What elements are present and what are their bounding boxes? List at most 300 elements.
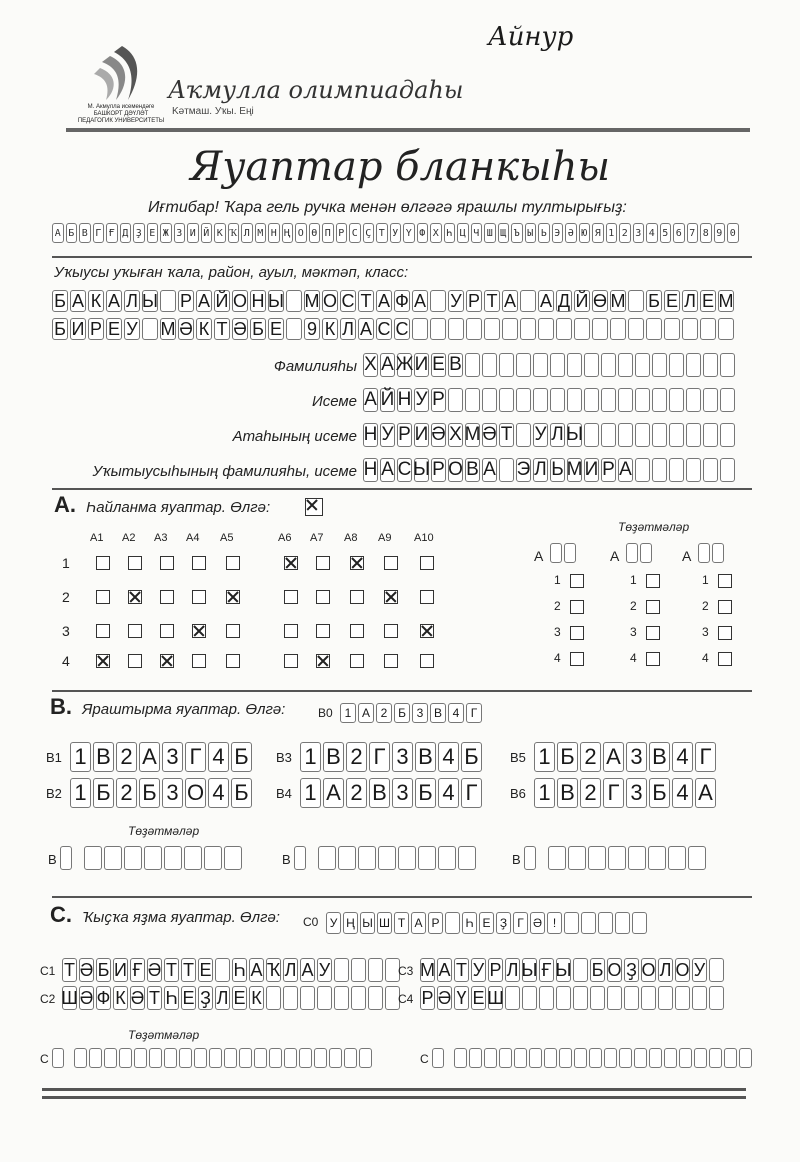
c-correction-cell[interactable] (724, 1048, 737, 1068)
c-correction-cell[interactable] (634, 1048, 647, 1068)
c-correction-cell[interactable] (344, 1048, 357, 1068)
c-correction-cell[interactable] (649, 1048, 662, 1068)
correction-checkbox[interactable] (570, 652, 584, 666)
c-correction-cell[interactable] (739, 1048, 752, 1068)
c-correction-cell[interactable] (224, 1048, 237, 1068)
c-correction-cell[interactable] (679, 1048, 692, 1068)
field-0-cell[interactable] (720, 353, 735, 377)
c-answer-field[interactable] (62, 958, 402, 982)
c-answer-cell[interactable]: Т (164, 958, 179, 982)
surname-field[interactable] (363, 353, 737, 377)
b-answer-cell[interactable]: В (415, 742, 436, 772)
answer-checkbox[interactable] (284, 590, 298, 604)
school-line-1-cell[interactable]: А (107, 290, 120, 311)
c-answer-cell[interactable]: Е (471, 986, 486, 1010)
answer-checkbox[interactable] (226, 654, 240, 668)
answer-checkbox[interactable] (316, 556, 330, 570)
c-answer-cell[interactable]: Ү (454, 986, 469, 1010)
school-line-1-cell[interactable]: Ы (268, 290, 284, 311)
b-answer-cell[interactable]: Б (415, 778, 436, 808)
c-answer-cell[interactable]: Ы (556, 958, 571, 982)
answer-checkbox[interactable] (384, 590, 398, 604)
school-line-1[interactable] (52, 290, 736, 312)
field-0-cell[interactable] (533, 353, 548, 377)
field-2-cell[interactable] (516, 423, 531, 447)
answer-checkbox[interactable] (192, 556, 206, 570)
answer-checkbox[interactable] (192, 654, 206, 668)
field-1-cell[interactable] (448, 388, 463, 412)
c-answer-cell[interactable] (334, 958, 349, 982)
c-correction-cell[interactable] (619, 1048, 632, 1068)
school-line-1-cell[interactable]: Т (358, 290, 374, 312)
field-1-cell[interactable]: Н (397, 389, 412, 410)
c-correction-cell[interactable] (119, 1048, 132, 1068)
c-correction-cell[interactable] (514, 1048, 527, 1068)
c-example-cell[interactable]: Е (479, 912, 494, 934)
patronymic-field[interactable] (363, 423, 737, 447)
field-3-cell[interactable]: Ь (551, 459, 564, 480)
b-answer-cell[interactable]: Г (603, 778, 624, 808)
b-answer-cell[interactable]: Б (231, 742, 252, 772)
c-answer-cell[interactable]: А (249, 958, 264, 982)
b-answer-cell[interactable]: 2 (346, 778, 367, 808)
correction-checkbox[interactable] (718, 600, 732, 614)
field-2-cell[interactable] (601, 423, 616, 447)
correction-number-cell[interactable] (712, 543, 724, 563)
school-line-1-cell[interactable]: А (197, 290, 210, 311)
school-line-2-cell[interactable]: Е (107, 318, 120, 339)
b-answer-cell[interactable]: 1 (300, 778, 321, 808)
c-answer-cell[interactable] (675, 986, 690, 1010)
b-answer-cell[interactable]: Г (185, 742, 206, 772)
school-line-2-cell[interactable] (556, 318, 572, 340)
c-correction-cell[interactable] (544, 1048, 557, 1068)
field-0-cell[interactable] (567, 353, 582, 377)
b-answer-cell[interactable]: 2 (580, 742, 601, 772)
field-2-cell[interactable]: Х (449, 424, 462, 445)
field-2-cell[interactable] (669, 423, 684, 447)
c-correction-cell[interactable] (269, 1048, 282, 1068)
field-0-cell[interactable] (499, 353, 514, 377)
field-3-cell[interactable]: С (397, 459, 412, 480)
b-answer-cell[interactable]: 3 (162, 742, 183, 772)
school-line-1-cell[interactable]: Б (52, 290, 68, 312)
b-answer-field[interactable] (70, 742, 254, 772)
c-correction-cell[interactable] (239, 1048, 252, 1068)
b-example-cell[interactable]: 1 (340, 703, 356, 723)
c-answer-cell[interactable]: О (675, 958, 690, 982)
field-0-cell[interactable]: И (414, 354, 429, 375)
field-3-cell[interactable]: А (381, 459, 394, 480)
answer-checkbox[interactable] (384, 624, 398, 638)
correction-checkbox[interactable] (570, 626, 584, 640)
school-line-2-cell[interactable]: К (196, 318, 212, 340)
field-0-cell[interactable] (635, 353, 650, 377)
b-answer-cell[interactable]: Б (461, 742, 482, 772)
school-line-2-cell[interactable]: Ә (233, 318, 247, 339)
c-answer-cell[interactable]: Ы (522, 958, 537, 982)
b-correction-cell[interactable] (548, 846, 566, 870)
c-answer-cell[interactable]: А (437, 958, 452, 982)
answer-checkbox[interactable] (420, 590, 434, 604)
field-1-cell[interactable] (584, 388, 599, 412)
field-2-cell[interactable] (584, 423, 599, 447)
b-correction-cell[interactable] (104, 846, 122, 870)
c-answer-cell[interactable]: Л (283, 958, 298, 982)
field-1-cell[interactable] (499, 388, 514, 412)
school-line-1-cell[interactable]: А (539, 290, 552, 311)
b-correction-number-cell[interactable] (294, 846, 306, 870)
b-answer-cell[interactable]: 2 (116, 778, 137, 808)
c-answer-cell[interactable]: Ә (147, 958, 162, 982)
field-3-cell[interactable] (686, 458, 701, 482)
c-correction-cell[interactable] (454, 1048, 467, 1068)
c-answer-cell[interactable]: Ә (79, 986, 94, 1010)
b-correction-cell[interactable] (204, 846, 222, 870)
correction-checkbox[interactable] (570, 600, 584, 614)
answer-checkbox[interactable] (128, 654, 142, 668)
school-line-2-cell[interactable]: Б (250, 318, 266, 340)
b-answer-cell[interactable]: А (323, 778, 344, 808)
c-example-cell[interactable] (564, 912, 579, 934)
field-3-cell[interactable]: О (448, 459, 463, 480)
b-example-cell[interactable]: Г (466, 703, 482, 723)
c-correction-cell[interactable] (104, 1048, 117, 1068)
field-2-cell[interactable] (618, 423, 633, 447)
b-answer-cell[interactable]: 2 (580, 778, 601, 808)
school-line-1-cell[interactable]: Л (124, 290, 140, 312)
field-3-cell[interactable]: А (619, 459, 632, 480)
b-answer-field[interactable] (534, 742, 718, 772)
c-answer-cell[interactable]: Л (215, 986, 230, 1010)
b-example-cell[interactable]: В (430, 703, 446, 723)
b-correction-cell[interactable] (398, 846, 416, 870)
field-1-cell[interactable] (703, 388, 718, 412)
field-2-cell[interactable] (686, 423, 701, 447)
school-line-1-cell[interactable] (628, 290, 644, 312)
school-line-2-cell[interactable] (700, 318, 716, 340)
answer-checkbox[interactable] (128, 556, 142, 570)
c-answer-cell[interactable] (522, 986, 537, 1010)
school-line-2-cell[interactable]: У (124, 318, 140, 340)
answer-checkbox[interactable] (420, 654, 434, 668)
b-answer-cell[interactable]: 3 (392, 742, 413, 772)
correction-checkbox[interactable] (646, 600, 660, 614)
field-2-cell[interactable]: И (414, 424, 429, 445)
field-2-cell[interactable] (720, 423, 735, 447)
c-answer-cell[interactable] (334, 986, 349, 1010)
field-1-cell[interactable]: А (364, 389, 377, 410)
correction-checkbox[interactable] (570, 574, 584, 588)
b-correction-cell[interactable] (458, 846, 476, 870)
answer-checkbox[interactable] (420, 624, 434, 638)
school-line-2-cell[interactable]: Л (340, 318, 356, 340)
b-answer-cell[interactable]: 4 (438, 742, 459, 772)
school-line-1-cell[interactable]: Е (701, 290, 714, 311)
school-line-2-cell[interactable] (448, 318, 464, 340)
b-correction-cell[interactable] (358, 846, 376, 870)
c-answer-cell[interactable]: О (641, 958, 656, 982)
c-answer-cell[interactable]: А (300, 958, 315, 982)
b-answer-cell[interactable]: 1 (70, 778, 91, 808)
school-line-1-cell[interactable]: О (323, 290, 338, 311)
c-answer-cell[interactable]: Ғ (130, 958, 145, 982)
field-3-cell[interactable]: Э (516, 459, 531, 480)
school-line-2-cell[interactable] (538, 318, 554, 340)
field-2-cell[interactable]: М (464, 424, 481, 445)
correction-number-cell[interactable] (640, 543, 652, 563)
school-line-2-cell[interactable] (430, 318, 446, 340)
c-answer-field[interactable] (420, 986, 726, 1010)
school-line-1-cell[interactable]: Н (251, 290, 265, 311)
c-answer-cell[interactable]: К (249, 986, 264, 1010)
field-1-cell[interactable] (550, 388, 565, 412)
c-answer-cell[interactable] (624, 986, 639, 1010)
c-example-cell[interactable]: У (326, 912, 341, 934)
c-correction-cell[interactable] (134, 1048, 147, 1068)
c-correction-cell[interactable] (179, 1048, 192, 1068)
c-correction-cell[interactable] (694, 1048, 707, 1068)
school-line-2-cell[interactable]: М (160, 318, 176, 339)
field-3-cell[interactable] (499, 458, 514, 482)
c-answer-cell[interactable] (317, 986, 332, 1010)
c-answer-cell[interactable] (351, 986, 366, 1010)
field-0-cell[interactable]: Ж (395, 354, 414, 375)
c-answer-cell[interactable]: Ф (96, 986, 111, 1010)
c-answer-cell[interactable]: И (113, 958, 128, 982)
school-line-1-cell[interactable]: У (448, 290, 464, 312)
c-answer-field[interactable] (62, 986, 402, 1010)
b-answer-cell[interactable]: 2 (346, 742, 367, 772)
field-0-cell[interactable]: Е (432, 354, 445, 375)
answer-checkbox[interactable] (160, 624, 174, 638)
field-1-cell[interactable]: Р (432, 389, 445, 410)
answer-checkbox[interactable] (226, 556, 240, 570)
school-line-1-cell[interactable]: М (718, 290, 734, 311)
field-3-cell[interactable]: Ы (413, 459, 430, 480)
b-answer-cell[interactable]: 1 (70, 742, 91, 772)
field-2-cell[interactable]: Ә (482, 424, 497, 445)
field-0-cell[interactable]: В (449, 354, 462, 375)
b-correction-cell[interactable] (688, 846, 706, 870)
answer-checkbox[interactable] (420, 556, 434, 570)
school-line-1-cell[interactable]: Й (215, 290, 229, 311)
field-3-cell[interactable] (720, 458, 735, 482)
school-line-2-cell[interactable]: С (395, 318, 409, 339)
c-answer-cell[interactable] (351, 958, 366, 982)
c-correction-cell[interactable] (359, 1048, 372, 1068)
school-line-2-cell[interactable] (484, 318, 500, 340)
c-answer-cell[interactable]: Б (96, 958, 111, 982)
school-line-1-cell[interactable]: А (413, 290, 426, 311)
school-line-1-cell[interactable]: Е (665, 290, 678, 311)
field-0-cell[interactable] (652, 353, 667, 377)
school-line-1-cell[interactable]: Ө (593, 290, 608, 311)
c-correction-cell[interactable] (484, 1048, 497, 1068)
b-answer-cell[interactable]: А (695, 778, 716, 808)
answer-checkbox[interactable] (226, 590, 240, 604)
school-line-1-cell[interactable]: А (503, 290, 516, 311)
b-correction-cell[interactable] (378, 846, 396, 870)
b-answer-cell[interactable]: 4 (672, 778, 693, 808)
b-answer-cell[interactable]: 3 (392, 778, 413, 808)
school-line-2-cell[interactable] (142, 318, 158, 340)
field-1-cell[interactable] (482, 388, 497, 412)
field-2-cell[interactable]: Р (398, 424, 411, 445)
answer-checkbox[interactable] (96, 654, 110, 668)
c-correction-number-cell[interactable] (52, 1048, 64, 1068)
field-3-cell[interactable]: М (566, 459, 583, 480)
c-correction-cell[interactable] (284, 1048, 297, 1068)
c-example-cell[interactable]: ! (547, 912, 562, 934)
c-example-cell[interactable]: Г (513, 912, 528, 934)
school-line-1-cell[interactable]: Ф (395, 290, 409, 311)
field-2-cell[interactable]: Л (551, 424, 564, 445)
field-2-cell[interactable] (703, 423, 718, 447)
b-example-cell[interactable]: 4 (448, 703, 464, 723)
field-3-cell[interactable]: И (584, 459, 599, 480)
field-1-cell[interactable]: У (415, 389, 428, 410)
b-correction-cell[interactable] (224, 846, 242, 870)
b-answer-cell[interactable]: Б (139, 778, 160, 808)
b-answer-cell[interactable]: 4 (672, 742, 693, 772)
b-correction-number-cell[interactable] (60, 846, 72, 870)
school-line-2-cell[interactable]: Е (269, 318, 282, 339)
b-answer-field[interactable] (534, 778, 718, 808)
field-2-cell[interactable]: Т (500, 424, 513, 445)
field-2-cell[interactable] (635, 423, 650, 447)
correction-checkbox[interactable] (718, 574, 732, 588)
school-line-1-cell[interactable]: Т (484, 290, 500, 312)
b-answer-cell[interactable]: Б (649, 778, 670, 808)
b-answer-field[interactable] (300, 778, 484, 808)
field-2-cell[interactable]: У (381, 424, 394, 445)
c-answer-cell[interactable]: У (471, 958, 486, 982)
school-line-2-cell[interactable]: Б (52, 318, 68, 340)
b-correction-cell[interactable] (84, 846, 102, 870)
school-line-2-cell[interactable]: А (359, 318, 372, 339)
b-correction-cell[interactable] (668, 846, 686, 870)
b-answer-cell[interactable]: В (323, 742, 344, 772)
c-correction-cell[interactable] (709, 1048, 722, 1068)
field-3-cell[interactable] (652, 458, 667, 482)
c-answer-cell[interactable] (709, 986, 724, 1010)
answer-checkbox[interactable] (96, 590, 110, 604)
c-example-cell[interactable]: Р (428, 912, 443, 934)
field-0-cell[interactable] (686, 353, 701, 377)
field-0-cell[interactable] (601, 353, 616, 377)
b-answer-cell[interactable]: 1 (534, 742, 555, 772)
answer-checkbox[interactable] (128, 624, 142, 638)
c-answer-cell[interactable]: Л (505, 958, 520, 982)
field-2-cell[interactable]: Ә (431, 424, 446, 445)
school-line-1-cell[interactable]: Р (179, 290, 192, 311)
correction-checkbox[interactable] (718, 626, 732, 640)
c-answer-cell[interactable]: Т (181, 958, 196, 982)
teacher-field[interactable] (363, 458, 737, 482)
answer-checkbox[interactable] (160, 590, 174, 604)
c-answer-cell[interactable]: У (692, 958, 707, 982)
b-answer-cell[interactable]: Г (369, 742, 390, 772)
field-1-cell[interactable] (516, 388, 531, 412)
field-1-cell[interactable] (618, 388, 633, 412)
b-correction-cell[interactable] (318, 846, 336, 870)
c-answer-cell[interactable]: Е (181, 986, 196, 1010)
school-line-2-cell[interactable] (646, 318, 662, 340)
b-answer-cell[interactable]: Г (695, 742, 716, 772)
c-answer-cell[interactable] (215, 958, 230, 982)
c-answer-cell[interactable]: Л (658, 958, 673, 982)
b-answer-cell[interactable]: 3 (162, 778, 183, 808)
c-answer-cell[interactable] (709, 958, 724, 982)
school-line-2-cell[interactable] (574, 318, 590, 340)
b-answer-cell[interactable]: 3 (626, 778, 647, 808)
b-answer-cell[interactable]: 1 (300, 742, 321, 772)
c-correction-cell[interactable] (314, 1048, 327, 1068)
answer-checkbox[interactable] (316, 590, 330, 604)
school-line-2-cell[interactable]: С (377, 318, 391, 339)
c-answer-cell[interactable] (573, 958, 588, 982)
c-answer-cell[interactable]: Ш (62, 986, 77, 1010)
school-line-1-cell[interactable]: Л (682, 290, 698, 312)
b-answer-cell[interactable]: 4 (208, 778, 229, 808)
b-answer-cell[interactable]: 2 (116, 742, 137, 772)
name-field[interactable] (363, 388, 737, 412)
school-line-1-cell[interactable] (520, 290, 536, 312)
answer-checkbox[interactable] (384, 556, 398, 570)
school-line-2-cell[interactable] (502, 318, 518, 340)
b-answer-cell[interactable]: 4 (438, 778, 459, 808)
correction-number-cell[interactable] (564, 543, 576, 563)
c-answer-cell[interactable] (300, 986, 315, 1010)
correction-number-cell[interactable] (698, 543, 710, 563)
c-correction-cell[interactable] (574, 1048, 587, 1068)
school-line-1-cell[interactable]: К (88, 290, 104, 312)
c-correction-cell[interactable] (209, 1048, 222, 1068)
c-example-cell[interactable]: Ы (360, 912, 375, 934)
school-line-1-cell[interactable]: О (233, 290, 248, 311)
c-correction-cell[interactable] (469, 1048, 482, 1068)
field-0-cell[interactable] (482, 353, 497, 377)
answer-checkbox[interactable] (192, 624, 206, 638)
field-1-cell[interactable] (635, 388, 650, 412)
field-3-cell[interactable]: Л (534, 459, 547, 480)
c-answer-cell[interactable]: Т (62, 958, 77, 982)
c-correction-cell[interactable] (664, 1048, 677, 1068)
school-line-1-cell[interactable]: М (610, 290, 626, 311)
school-line-1-cell[interactable]: Б (646, 290, 662, 312)
b-example-cell[interactable]: Б (394, 703, 410, 723)
school-line-2-cell[interactable] (592, 318, 608, 340)
field-0-cell[interactable]: А (381, 354, 394, 375)
field-1-cell[interactable]: Й (380, 389, 395, 410)
b-correction-number-cell[interactable] (524, 846, 536, 870)
c-answer-cell[interactable]: Һ (232, 958, 247, 982)
c-answer-cell[interactable]: У (317, 958, 332, 982)
school-line-2-cell[interactable]: К (322, 318, 338, 340)
answer-checkbox[interactable] (284, 624, 298, 638)
c-answer-cell[interactable]: Т (454, 958, 469, 982)
field-0-cell[interactable] (584, 353, 599, 377)
b-answer-cell[interactable]: Б (231, 778, 252, 808)
b-correction-cell[interactable] (338, 846, 356, 870)
field-2-cell[interactable]: Н (363, 424, 378, 445)
b-answer-cell[interactable]: Б (557, 742, 578, 772)
school-line-1-cell[interactable]: Д (557, 290, 571, 311)
b-correction-cell[interactable] (608, 846, 626, 870)
school-line-2-cell[interactable] (286, 318, 302, 340)
field-1-cell[interactable] (686, 388, 701, 412)
